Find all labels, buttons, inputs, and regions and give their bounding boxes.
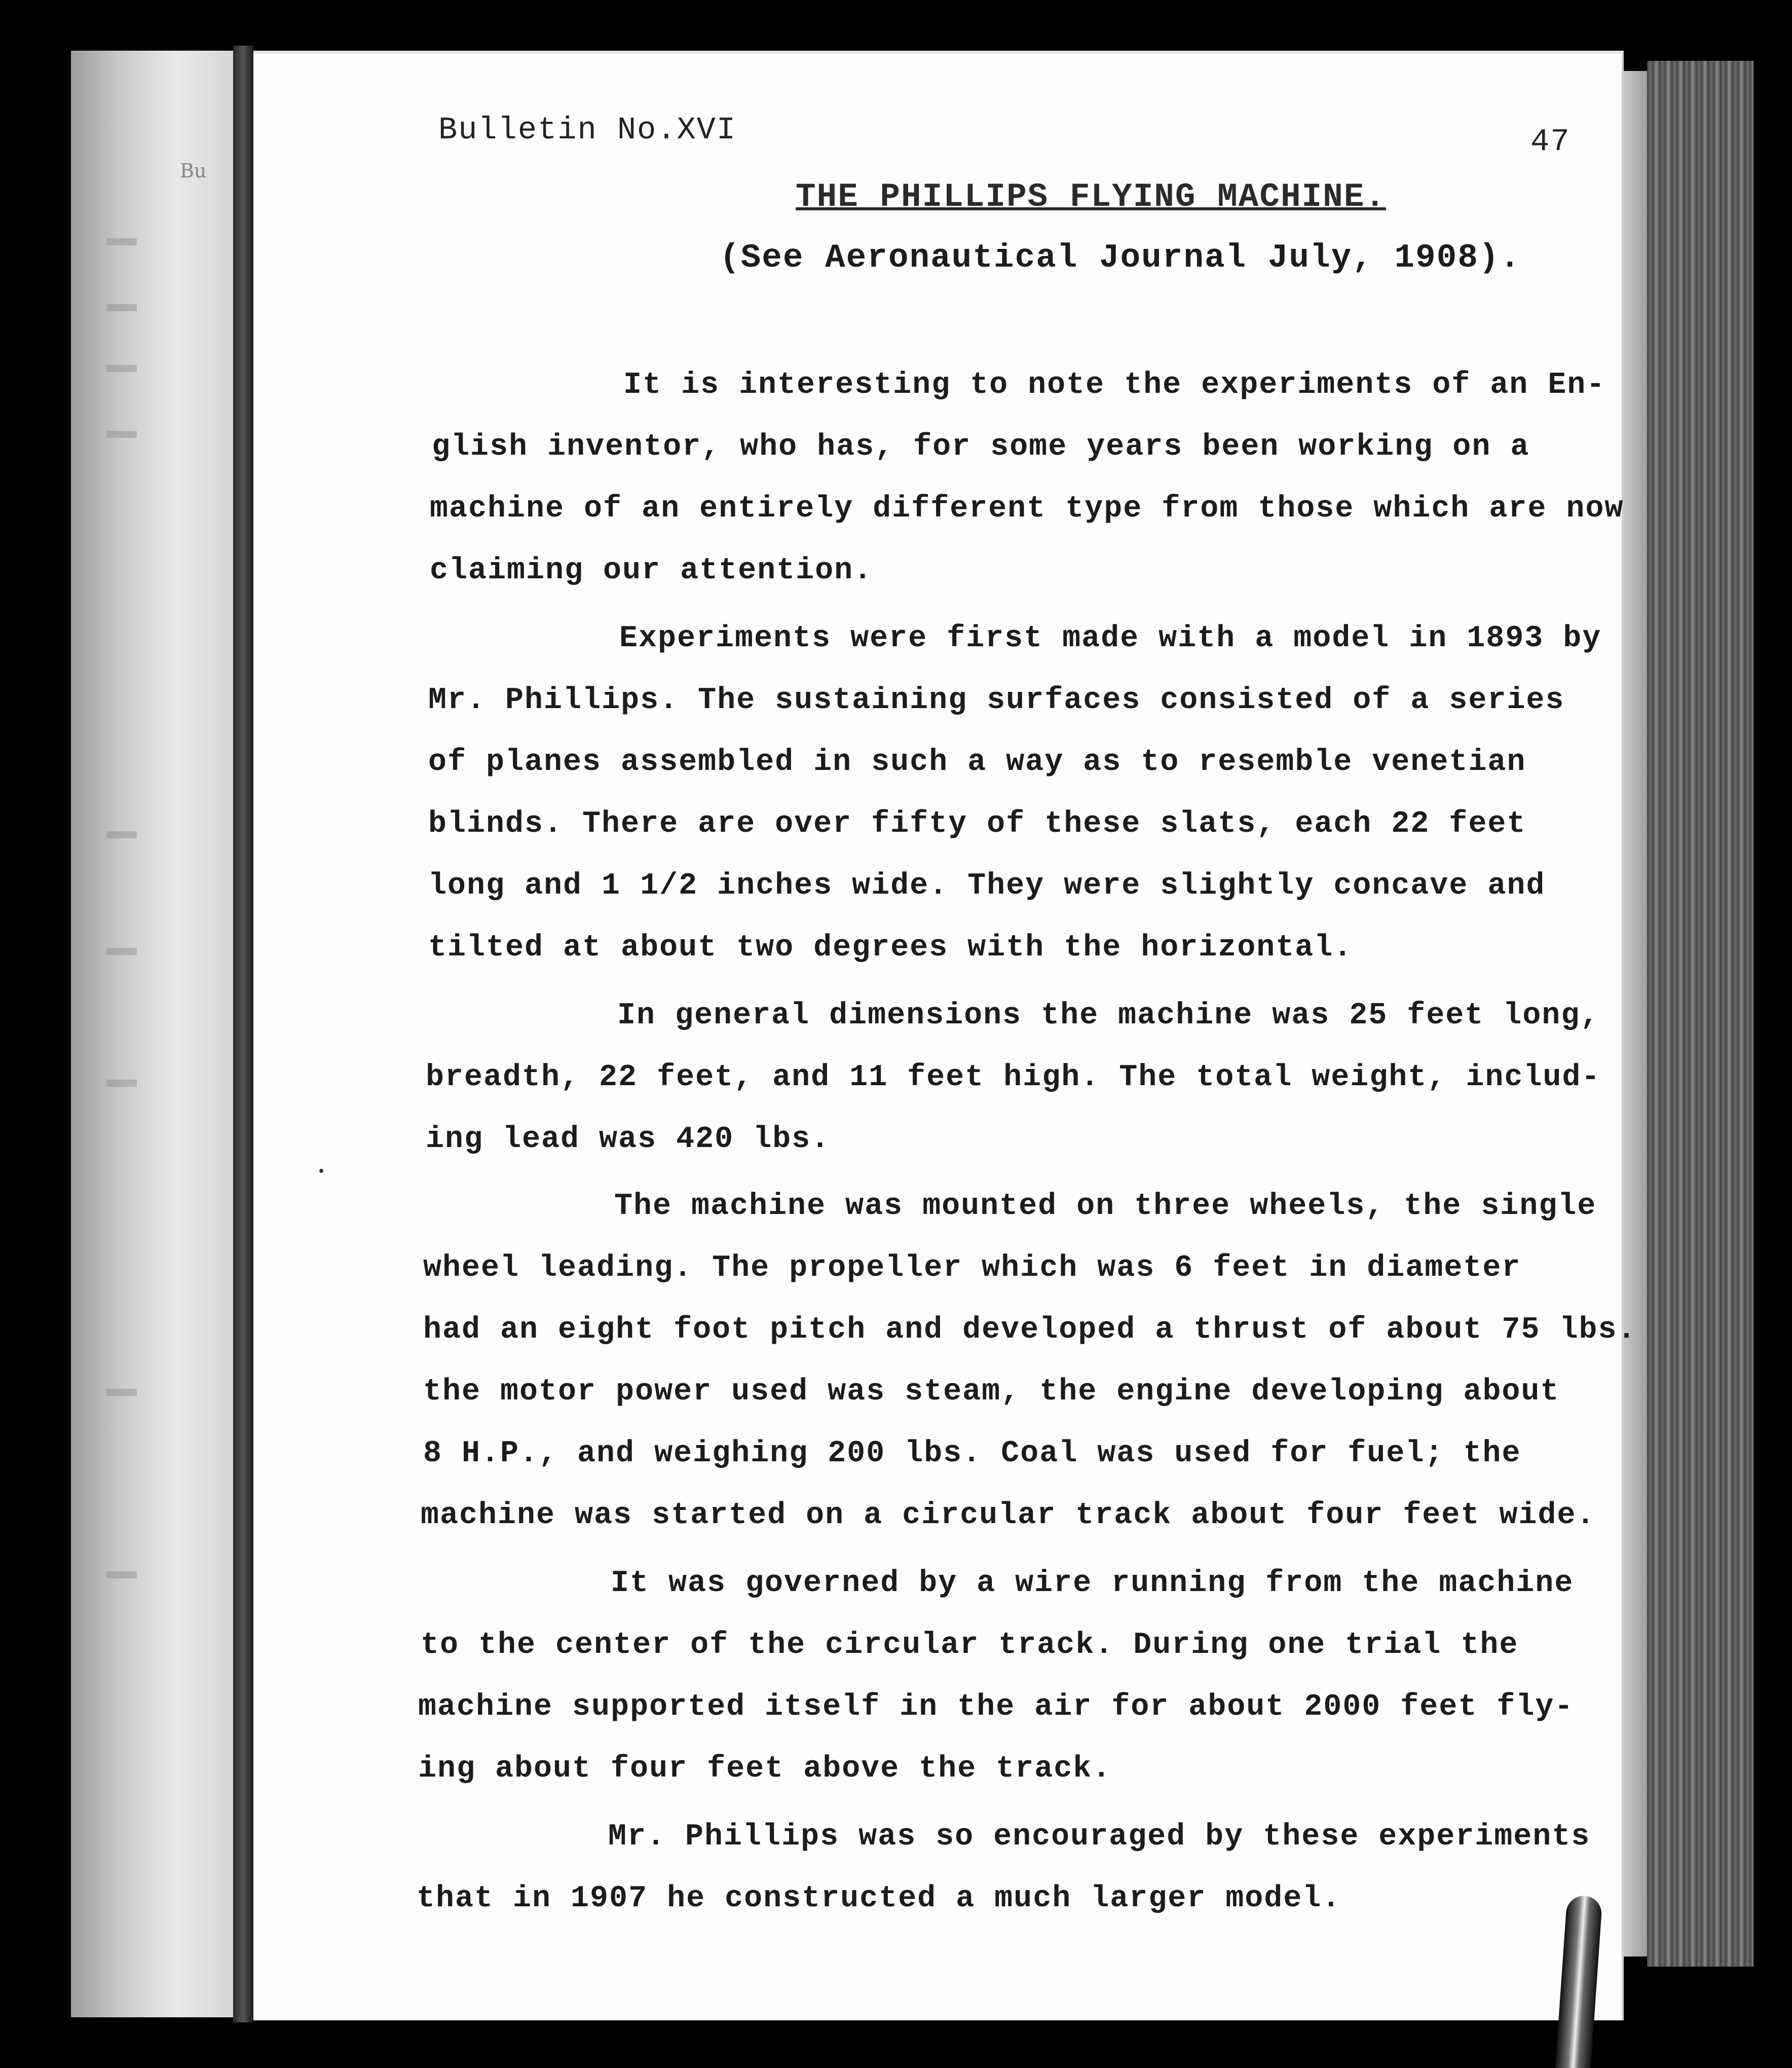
document-title: THE PHILLIPS FLYING MACHINE. — [796, 178, 1386, 216]
body-line: breadth, 22 feet, and 11 feet high. The total weight, includ- — [426, 1060, 1601, 1095]
bulletin-header: Bulletin No.XVI — [438, 112, 737, 148]
body-line: In general dimensions the machine was 25 feet long, — [617, 999, 1600, 1033]
facing-page-mark — [106, 431, 137, 438]
body-line: It was governed by a wire running from the machine — [611, 1566, 1574, 1601]
body-line: of planes assembled in such a way as to resemble venetian — [428, 745, 1526, 780]
body-line: Mr. Phillips was so encouraged by these experiments — [608, 1820, 1591, 1854]
facing-page-mark — [106, 304, 137, 311]
body-line: machine of an entirely different type from those which are now — [430, 492, 1624, 526]
body-line: had an eight foot pitch and developed a thrust of about 75 lbs. — [423, 1313, 1637, 1347]
body-line: Mr. Phillips. The sustaining surfaces consisted of a series — [428, 683, 1565, 718]
body-line: that in 1907 he constructed a much larger model. — [417, 1881, 1341, 1916]
body-line: the motor power used was steam, the engine developing about — [423, 1375, 1560, 1409]
facing-page-edge — [71, 51, 233, 2017]
body-line: ing about four feet above the track. — [418, 1752, 1112, 1786]
facing-page-fragment: Bu — [180, 160, 207, 182]
document-page — [253, 51, 1637, 2020]
facing-page-mark — [106, 1080, 137, 1087]
body-line: to the center of the circular track. During one trial the — [421, 1628, 1519, 1663]
body-line: machine was started on a circular track about four feet wide. — [421, 1498, 1596, 1533]
page-number: 47 — [1530, 124, 1571, 160]
body-line: blinds. There are over fifty of these slats, each 22 feet — [428, 807, 1526, 841]
book-spine — [233, 46, 253, 2022]
body-line: It is interesting to note the experiments of an En- — [623, 368, 1606, 402]
facing-page-mark — [106, 365, 137, 372]
facing-page-mark — [106, 948, 137, 955]
page-edges — [1647, 61, 1753, 1967]
body-line: 8 H.P., and weighing 200 lbs. Coal was used for fuel; the — [423, 1436, 1521, 1471]
body-line: The machine was mounted on three wheels, the single — [614, 1189, 1597, 1224]
facing-page-mark — [106, 238, 137, 245]
body-line: machine supported itself in the air for about 2000 feet fly- — [418, 1690, 1574, 1724]
body-line: glish inventor, who has, for some years been working on a — [432, 430, 1530, 464]
facing-page-mark — [106, 1571, 137, 1578]
facing-page-mark — [106, 831, 137, 838]
facing-page-mark — [106, 1389, 137, 1396]
body-line: ing lead was 420 lbs. — [426, 1122, 831, 1157]
body-line: tilted at about two degrees with the horizontal. — [428, 931, 1353, 965]
body-line: Experiments were first made with a model in 1893 by — [619, 621, 1602, 656]
ink-speck — [319, 1169, 323, 1173]
body-line: wheel leading. The propeller which was 6 feet in diameter — [423, 1251, 1521, 1285]
body-line: long and 1 1/2 inches wide. They were slightly concave and — [428, 869, 1546, 903]
source-citation: (See Aeronautical Journal July, 1908). — [720, 239, 1521, 277]
body-line: claiming our attention. — [430, 553, 873, 588]
